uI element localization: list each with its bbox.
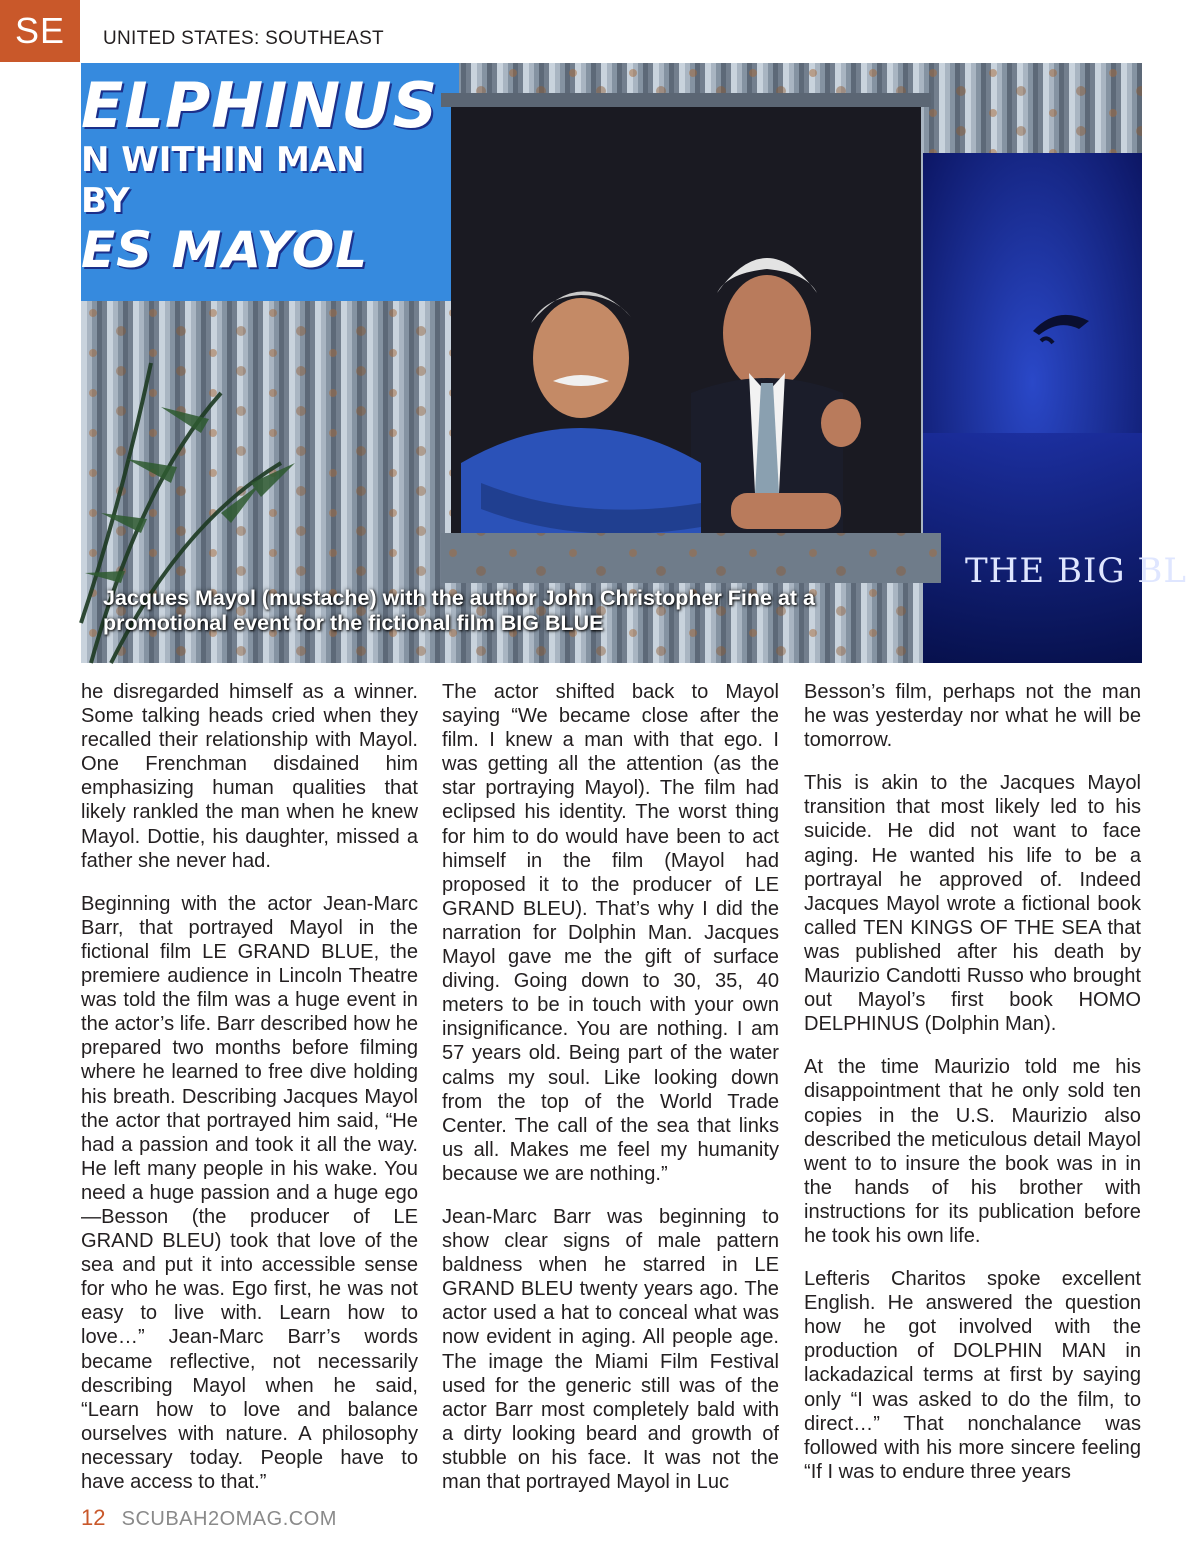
page-number: 12: [81, 1505, 106, 1530]
page-footer: [81, 1505, 337, 1531]
site-link[interactable]: SCUBAH2OMAG.COM: [121, 1508, 337, 1530]
paragraph: he disregarded himself as a winner. Some talking heads cried when they recalled their relationship with Mayol. One Frenchman disdained him emphasizing human qualities that likely rankled the man when he knew Mayol. Dottie, his daughter, missed a father she never had.: [81, 681, 418, 872]
photo-caption: [103, 586, 923, 636]
poster-line: ELPHINUS: [81, 69, 439, 142]
paragraph: Jean-Marc Barr was beginning to show clear signs of male pattern baldness when he starred in LE GRAND BLEU twenty years ago. The actor used a hat to conceal what was now evident in aging. All people age. The image the Miami Film Festival used for the generic still was of the actor Barr most completely bald with a dirty looking beard and growth of stubble on his face. It was not the man that portrayed Mayol in Luc: [442, 1205, 779, 1493]
big-blue-poster-title: THE BIG BL: [965, 551, 1187, 591]
section-title: UNITED STATES: SOUTHEAST: [103, 28, 384, 49]
article-column-2: [442, 680, 779, 1513]
article-column-1: [81, 680, 418, 1513]
paragraph: Beginning with the actor Jean-Marc Barr, that portrayed Mayol in the fictional film LE GRAND BLUE, the premiere audience in Lincoln Theatre was told the film was a huge event in the actor’s life. Barr described how he prepared two months before filming where he learned to free dive holding his breath. Describing Jacques Mayol the actor that portrayed him said, “He had a passion and took it all the way. He left many people in his wake. You need a huge passion and a huge ego—Besson (the producer of LE GRAND BLEU) took that love of the sea and put it into accessible sense for who he was. Ego first, he was not easy to live with. Learn how to love…” Jean-Marc Barr’s words became reflective, not necessarily describing Mayol when he said, “Learn how to love and balance ourselves with nature. A philosophy necessary today. People have to have access to that.”: [81, 892, 418, 1493]
paragraph: Lefteris Charitos spoke excellent English. He answered the question how he got involved with the production of DOLPHIN MAN in lackadazical terms at first by saying only “I was asked to do the film, to direct…” That nonchalance was followed with his more sincere feeling “If I was to endure three years: [804, 1268, 1141, 1483]
caption-line: promotional event for the fictional film BIG BLUE: [103, 611, 604, 635]
article-photo: [81, 63, 1187, 663]
paragraph: Besson’s film, perhaps not the man he was yesterday nor what he will be tomorrow.: [804, 681, 1141, 752]
poster-line: BY: [81, 181, 130, 221]
article-column-3: [804, 680, 1141, 1503]
poster-text-block: [81, 69, 439, 279]
section-tab: SE: [0, 0, 80, 62]
paragraph: This is akin to the Jacques Mayol transition that most likely led to his suicide. He did not want to face aging. He wanted his life to be a portrayal he approved of. Indeed Jacques Mayol wrote a fictional book called TEN KINGS OF THE SEA that was published after his death by Maurizio Candotti Russo who brought out Mayol’s first book HOMO DELPHINUS (Dolphin Man).: [804, 772, 1141, 1036]
caption-line: Jacques Mayol (mustache) with the author John Christopher Fine at a: [103, 586, 815, 610]
poster-line: ES MAYOL: [81, 221, 369, 279]
paragraph: The actor shifted back to Mayol saying “We became close after the film. I knew a man with that ego. I was getting all the attention (as the star portraying Mayol). The film had eclipsed his identity. The worst thing for him to do would have been to act himself in the film (Mayol had proposed it to the producer of LE GRAND BLEU). That’s why I did the narration for Dolphin Man. Jacques Mayol gave me the gift of surface diving. Going down to 30, 35, 40 meters to be in touch with your own insignificance. You are nothing. I am 57 years old. Being part of the water calms my soul. Like looking down from the top of the World Trade Center. The call of the sea that links us all. Makes me feel my humanity because we are nothing.”: [442, 681, 779, 1185]
paragraph: At the time Maurizio told me his disappointment that he only sold ten copies in the U.S. Maurizio also described the meticulous detail Mayol went to to insure the book was in in the hands of his brother with instructions for its publication before he took his own life.: [804, 1056, 1141, 1247]
poster-line: N WITHIN MAN: [81, 140, 365, 180]
